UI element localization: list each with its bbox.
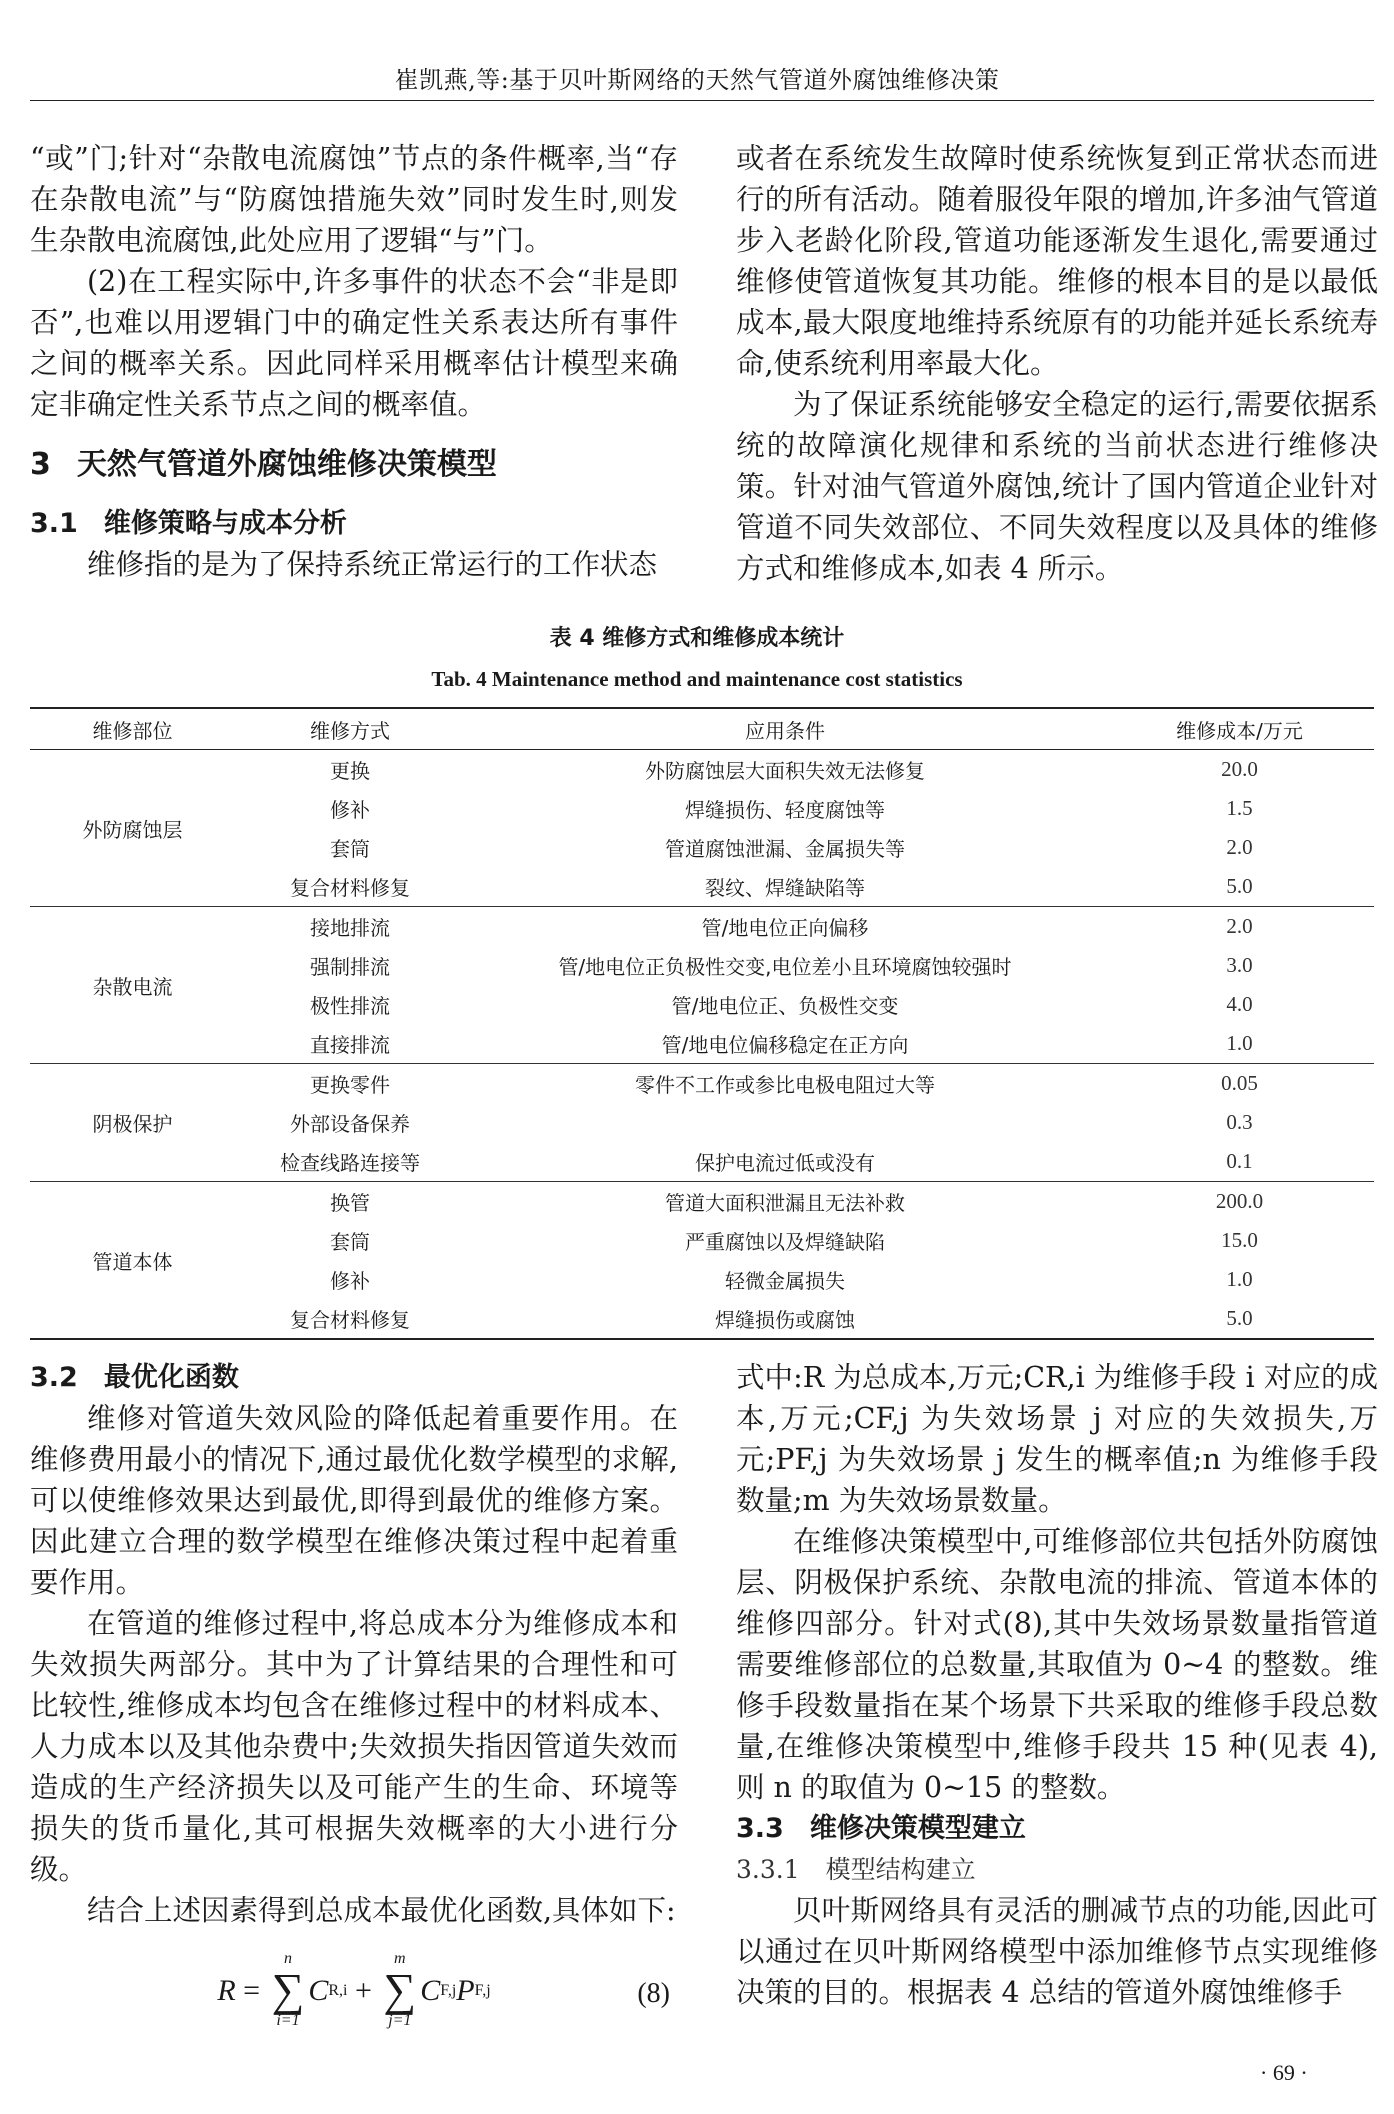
table-row <box>30 1064 1374 1104</box>
subsection-number: 3.1 <box>30 508 78 539</box>
running-head: 崔凯燕,等:基于贝叶斯网络的天然气管道外腐蚀维修决策 <box>394 66 1000 94</box>
sum-lower-limit: j=1 <box>388 2012 412 2029</box>
paragraph: 结合上述因素得到总成本最优化函数,具体如下: <box>87 1894 676 1927</box>
table-row <box>30 750 1374 790</box>
condition-cell: 管/地电位正、负极性交变 <box>671 994 899 1018</box>
formula-subscript: F,j <box>474 1981 491 1999</box>
method-cell: 修补 <box>330 798 370 822</box>
condition-cell: 裂纹、焊缝缺陷等 <box>705 876 865 900</box>
method-cell: 接地排流 <box>310 916 390 940</box>
right-column-bottom <box>736 1357 1378 2013</box>
subsection-title: 维修决策模型建立 <box>809 1813 1026 1844</box>
column-header: 维修方式 <box>310 718 390 743</box>
formula-subscript: R,i <box>328 1981 348 1999</box>
cost-cell: 5.0 <box>1226 1306 1253 1330</box>
sum-lower-limit: i=1 <box>276 2012 300 2029</box>
condition-cell: 零件不工作或参比电极电阻过大等 <box>635 1073 935 1097</box>
paragraph: 维修指的是为了保持系统正常运行的工作状态 <box>87 548 658 581</box>
table-group-cathodic <box>30 1064 1374 1182</box>
formula-term: C <box>308 1973 329 2007</box>
cost-cell: 0.3 <box>1226 1110 1253 1134</box>
section-heading-3 <box>30 443 678 487</box>
cost-cell: 1.5 <box>1226 796 1253 820</box>
paragraph: 为了保证系统能够安全稳定的运行,需要依据系统的故障演化规律和系统的当前状态进行维修决策。针对油气管道外腐蚀,统计了国内管道企业针对管道不同失效部位、不同失效程度以及具体的维修方式和维修成本,如表 4 所示。 <box>736 388 1378 585</box>
cost-cell: 15.0 <box>1221 1228 1258 1252</box>
column-header: 维修部位 <box>92 718 173 743</box>
condition-cell: 管/地电位偏移稳定在正方向 <box>661 1033 909 1057</box>
cost-cell: 3.0 <box>1226 953 1253 977</box>
table-caption-en: Tab. 4 Maintenance method and maintenance cost statistics <box>431 667 963 691</box>
cost-cell: 4.0 <box>1226 992 1253 1016</box>
equation-8 <box>30 1935 678 2045</box>
paragraph: 式中:R 为总成本,万元;CR,i 为维修手段 i 对应的成本,万元;CF,j 为失效场景 j 对应的失效损失,万元;PF,j 为失效场景 j 发生的概率值;n 为维修手段数量;m 为失效场景数量。 <box>736 1361 1378 1517</box>
cost-cell: 2.0 <box>1226 914 1253 938</box>
condition-cell: 管道腐蚀泄漏、金属损失等 <box>665 837 905 861</box>
method-cell: 复合材料修复 <box>290 1308 410 1332</box>
section-title: 天然气管道外腐蚀维修决策模型 <box>76 447 497 482</box>
table-group-stray-current <box>30 907 1374 1064</box>
table-row <box>30 1182 1374 1222</box>
maintenance-cost-table <box>30 707 1374 1340</box>
method-cell: 换管 <box>330 1191 370 1215</box>
method-cell: 外部设备保养 <box>290 1112 410 1136</box>
subsubsection-number: 3.3.1 <box>736 1855 800 1884</box>
right-column-top <box>736 138 1378 589</box>
cost-cell: 1.0 <box>1226 1031 1253 1055</box>
plus-sign: + <box>347 1973 380 2007</box>
table-header-row <box>30 708 1374 750</box>
condition-cell: 保护电流过低或没有 <box>695 1151 875 1175</box>
condition-cell <box>465 1103 1105 1142</box>
cost-cell: 20.0 <box>1221 757 1258 781</box>
table-caption-cn: 表 4 维修方式和维修成本统计 <box>549 626 845 651</box>
method-cell: 强制排流 <box>310 955 390 979</box>
equation-number: (8) <box>637 1978 670 2009</box>
method-cell: 套筒 <box>330 1230 370 1254</box>
equals-sign: = <box>235 1973 268 2007</box>
condition-cell: 外防腐蚀层大面积失效无法修复 <box>645 759 925 783</box>
condition-cell: 管道大面积泄漏且无法补救 <box>665 1191 905 1215</box>
condition-cell: 焊缝损伤、轻度腐蚀等 <box>685 798 885 822</box>
subsection-heading-3-1 <box>30 503 678 544</box>
method-cell: 直接排流 <box>310 1033 390 1057</box>
cost-cell: 0.05 <box>1221 1071 1258 1095</box>
cost-cell: 200.0 <box>1215 1189 1264 1213</box>
paragraph: 在维修决策模型中,可维修部位共包括外防腐蚀层、阴极保护系统、杂散电流的排流、管道本体的维修四部分。针对式(8),其中失效场景数量指管道需要维修部位的总数量,其取值为 0~4 的整数。维修手段数量指在某个场景下共采取的维修手段总数量,在维修决策模型中,维修手段共 15 种(见表 4),则 n 的取值为 0~15 的整数。 <box>736 1525 1378 1804</box>
formula-subscript: F,j <box>440 1981 457 1999</box>
method-cell: 修补 <box>330 1269 370 1293</box>
method-cell: 检查线路连接等 <box>280 1151 420 1175</box>
subsubsection-title: 模型结构建立 <box>825 1855 976 1884</box>
column-header: 应用条件 <box>745 718 825 743</box>
subsubsection-heading-3-3-1 <box>736 1849 1378 1890</box>
subsection-title: 最优化函数 <box>103 1362 239 1393</box>
cost-cell: 2.0 <box>1226 835 1253 859</box>
method-cell: 套筒 <box>330 837 370 861</box>
sigma-icon: ∑ <box>271 1964 305 2015</box>
formula-term: P <box>456 1973 475 2007</box>
sum-upper-limit: n <box>283 1950 292 1967</box>
paragraph: (2)在工程实际中,许多事件的状态不会“非是即否”,也难以用逻辑门中的确定性关系表达所有事件之间的概率关系。因此同样采用概率估计模型来确定非确定性关系节点之间的概率值。 <box>30 265 678 421</box>
cost-cell: 0.1 <box>1226 1149 1253 1173</box>
formula-lhs: R <box>217 1973 236 2007</box>
cost-cell: 5.0 <box>1226 874 1253 898</box>
group-label: 杂散电流 <box>92 974 173 999</box>
formula-term: C <box>420 1973 441 2007</box>
header-rule <box>30 100 1374 101</box>
condition-cell: 严重腐蚀以及焊缝缺陷 <box>685 1230 885 1254</box>
paragraph: 贝叶斯网络具有灵活的删减节点的功能,因此可以通过在贝叶斯网络模型中添加维修节点实现维修决策的目的。根据表 4 总结的管道外腐蚀维修手 <box>736 1894 1378 2009</box>
group-label: 管道本体 <box>92 1249 173 1274</box>
group-label: 外防腐蚀层 <box>82 817 183 842</box>
condition-cell: 焊缝损伤或腐蚀 <box>715 1308 855 1332</box>
paragraph: 在管道的维修过程中,将总成本分为维修成本和失效损失两部分。其中为了计算结果的合理性和可比较性,维修成本均包含在维修过程中的材料成本、人力成本以及其他杂费中;失效损失指因管道失效而造成的生产经济损失以及可能产生的生命、环境等损失的货币量化,其可根据失效概率的大小进行分级。 <box>30 1607 678 1886</box>
column-header: 维修成本/万元 <box>1176 718 1303 743</box>
page-number: · 69 · <box>1260 2060 1308 2085</box>
paragraph: 维修对管道失效风险的降低起着重要作用。在维修费用最小的情况下,通过最优化数学模型的求解,可以使维修效果达到最优,即得到最优的维修方案。因此建立合理的数学模型在维修决策过程中起着重要作用。 <box>30 1402 678 1599</box>
subsection-title: 维修策略与成本分析 <box>103 508 347 539</box>
left-column-bottom <box>30 1357 678 2045</box>
sum-upper-limit: m <box>394 1950 406 1967</box>
table-row <box>30 907 1374 947</box>
method-cell: 更换零件 <box>310 1073 390 1097</box>
group-label: 阴极保护 <box>92 1112 173 1136</box>
subsection-heading-3-3 <box>736 1808 1378 1849</box>
condition-cell: 轻微金属损失 <box>725 1269 845 1293</box>
cost-cell: 1.0 <box>1226 1267 1253 1291</box>
subsection-number: 3.3 <box>736 1813 784 1844</box>
section-number: 3 <box>30 447 51 482</box>
condition-cell: 管/地电位正负极性交变,电位差小且环境腐蚀较强时 <box>558 955 1012 979</box>
sigma-icon: ∑ <box>383 1964 417 2015</box>
subsection-heading-3-2 <box>30 1357 678 1398</box>
method-cell: 复合材料修复 <box>290 876 410 900</box>
paragraph: “或”门;针对“杂散电流腐蚀”节点的条件概率,当“存在杂散电流”与“防腐蚀措施失效”同时发生时,则发生杂散电流腐蚀,此处应用了逻辑“与”门。 <box>30 142 678 257</box>
table-group-coating <box>30 750 1374 907</box>
left-column-top <box>30 138 678 585</box>
method-cell: 极性排流 <box>310 994 390 1018</box>
summation-2 <box>383 1951 416 2029</box>
paragraph: 或者在系统发生故障时使系统恢复到正常状态而进行的所有活动。随着服役年限的增加,许多油气管道步入老龄化阶段,管道功能逐渐发生退化,需要通过维修使管道恢复其功能。维修的根本目的是以最低成本,最大限度地维持系统原有的功能并延长系统寿命,使系统利用率最大化。 <box>736 142 1378 380</box>
table-group-pipe-body <box>30 1182 1374 1340</box>
subsection-number: 3.2 <box>30 1362 78 1393</box>
method-cell: 更换 <box>330 759 370 783</box>
summation-1 <box>272 1951 305 2029</box>
condition-cell: 管/地电位正向偏移 <box>701 916 869 940</box>
